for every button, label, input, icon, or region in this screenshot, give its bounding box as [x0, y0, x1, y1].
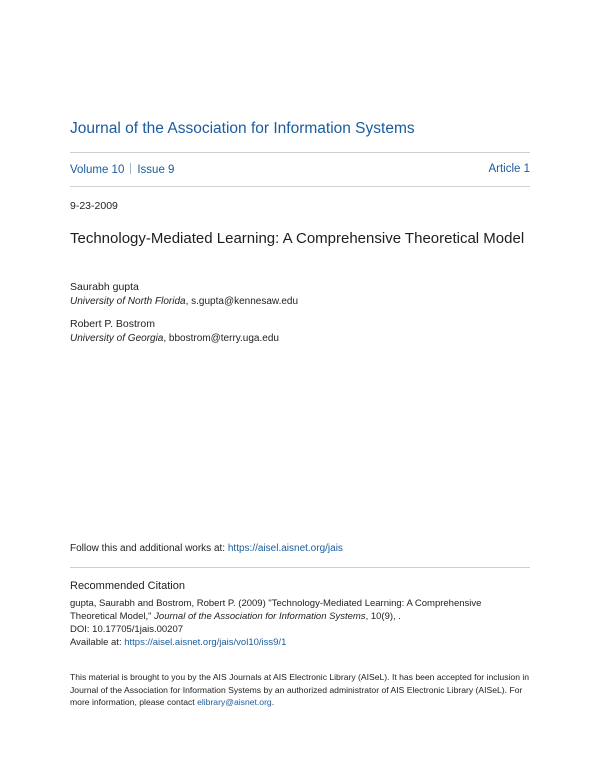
recommended-citation-heading: Recommended Citation — [70, 580, 185, 592]
follow-link[interactable]: https://aisel.aisnet.org/jais — [227, 543, 343, 554]
author-name: Robert P. Bostrom — [70, 318, 156, 330]
author-email: , s.gupta@kennesaw.edu — [185, 296, 299, 307]
divider-citation — [70, 567, 530, 568]
footer-notice — [70, 671, 530, 709]
citation-block — [70, 597, 530, 649]
follow-text: Follow this and additional works at: — [70, 543, 228, 554]
citation-line-1: gupta, Saurabh and Bostrom, Robert P. (2009) "Technology-Mediated Learning: A Comprehensive — [70, 598, 482, 609]
author-institution: University of Georgia — [70, 333, 164, 344]
issue-link[interactable]: Issue 9 — [137, 164, 175, 176]
author-email: , bbostrom@terry.uga.edu — [163, 333, 279, 344]
publication-date: 9-23-2009 — [70, 200, 118, 212]
footer-text: This material is brought to you by the AIS Journals at AIS Electronic Library (AISeL). It has been accepted for inclusion in Journal of the Association for Information Systems by an authorized administrator of AIS Electronic Library (AISeL). For more information, please contact — [70, 672, 530, 707]
follow-line — [70, 543, 343, 554]
author-institution: University of North Florida — [70, 296, 186, 307]
journal-title-link[interactable]: Journal of the Association for Information Systems — [70, 120, 415, 137]
author-affiliation — [70, 296, 298, 307]
available-label: Available at: — [70, 637, 125, 648]
issue-separator — [130, 163, 131, 174]
issue-row — [70, 163, 530, 176]
article-link[interactable]: Article 1 — [488, 163, 530, 175]
paper-title: Technology-Mediated Learning: A Comprehensive Theoretical Model — [70, 230, 525, 247]
author-affiliation — [70, 333, 279, 344]
citation-journal: Journal of the Association for Information Systems — [154, 611, 366, 622]
author-name: Saurabh gupta — [70, 281, 139, 293]
footer-end: . — [271, 697, 275, 707]
available-link[interactable]: https://aisel.aisnet.org/jais/vol10/iss9/1 — [124, 637, 287, 648]
citation-available — [70, 636, 530, 649]
citation-line-2 — [70, 610, 530, 623]
divider-issue — [70, 186, 530, 187]
citation-volume: , 10(9), . — [365, 611, 401, 622]
contact-email-link[interactable]: elibrary@aisnet.org — [197, 697, 272, 707]
citation-title-end: Theoretical Model," — [70, 611, 155, 622]
divider-top — [70, 152, 530, 153]
volume-link[interactable]: Volume 10 — [70, 164, 125, 176]
citation-doi: DOI: 10.17705/1jais.00207 — [70, 624, 184, 635]
